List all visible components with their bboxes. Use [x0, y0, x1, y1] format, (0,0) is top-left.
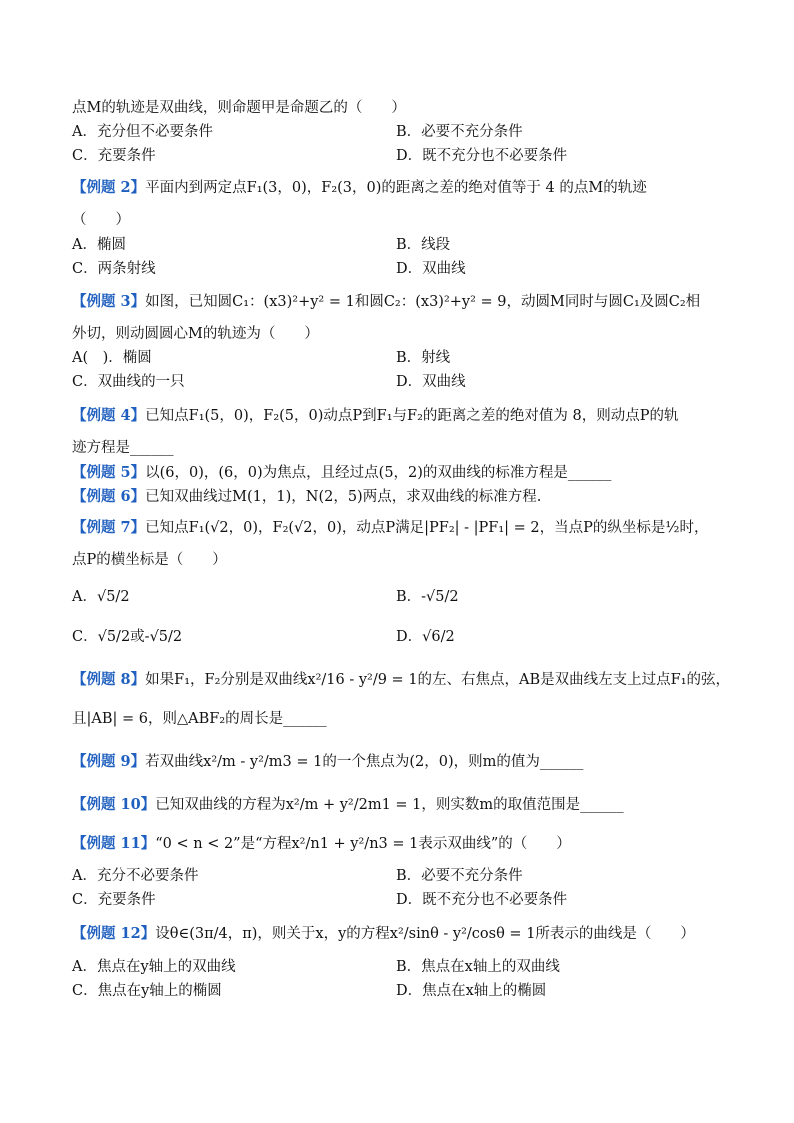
- q6-stem: 【例题 6】已知双曲线过M(1，1)，N(2，5)两点，求双曲线的标准方程.: [72, 488, 542, 505]
- q3-option-d: D．双曲线: [396, 374, 466, 390]
- q8-stem: 【例题 8】如果F₁，F₂分别是双曲线x²/16 - y²/9 = 1的左、右焦点，AB是双曲线左支上过点F₁的弦，: [72, 671, 731, 688]
- example-label: 【例题 5】: [72, 464, 146, 481]
- example-label: 【例题 12】: [72, 925, 156, 942]
- q1-stem: 点M的轨迹是双曲线，则命题甲是命题乙的（ ）: [72, 100, 406, 116]
- q4-stem-cont: 迹方程是______: [72, 440, 174, 456]
- q7-stem: 【例题 7】已知点F₁(√2，0)，F₂(√2，0)，动点P满足|PF₂| - |PF₁| = 2，当点P的纵坐标是½时，: [72, 519, 709, 536]
- q2-stem-cont: （ ）: [72, 212, 130, 228]
- q11-option-d: D．既不充分也不必要条件: [396, 892, 568, 908]
- q5-stem: 【例题 5】以(6，0)，(6，0)为焦点，且经过点(5，2)的双曲线的标准方程是______: [72, 464, 612, 481]
- q2-option-a: A．椭圆: [72, 237, 126, 253]
- q3-option-a: A( )．椭圆: [72, 350, 152, 366]
- q3-option-c: C．双曲线的一只: [72, 374, 185, 390]
- q2-option-d: D．双曲线: [396, 261, 466, 277]
- example-label: 【例题 10】: [72, 796, 156, 813]
- q3-stem: 【例题 3】如图，已知圆C₁：(x3)²+y² = 1和圆C₂：(x3)²+y² = 9，动圆M同时与圆C₁及圆C₂相: [72, 293, 701, 310]
- q7-stem-cont: 点P的横坐标是（ ）: [72, 552, 227, 568]
- q12-option-c: C．焦点在y轴上的椭圆: [72, 983, 222, 999]
- example-label: 【例题 2】: [72, 179, 146, 196]
- q12-option-b: B．焦点在x轴上的双曲线: [396, 959, 560, 975]
- example-label: 【例题 7】: [72, 519, 146, 536]
- q12-stem: 【例题 12】设θ∈(3π/4，π)，则关于x，y的方程x²/sinθ - y²/cosθ = 1所表示的曲线是（ ）: [72, 925, 695, 942]
- q11-option-a: A．充分不必要条件: [72, 868, 199, 884]
- example-label: 【例题 6】: [72, 488, 146, 505]
- q12-option-d: D．焦点在x轴上的椭圆: [396, 983, 547, 999]
- q1-option-a: A．充分但不必要条件: [72, 124, 213, 140]
- q1-option-c: C．充要条件: [72, 148, 156, 164]
- q11-stem: 【例题 11】“0 < n < 2”是“方程x²/n1 + y²/n3 = 1表示双曲线”的（ ）: [72, 835, 571, 852]
- q1-option-b: B．必要不充分条件: [396, 124, 523, 140]
- q3-stem-cont: 外切，则动圆圆心M的轨迹为（ ）: [72, 326, 319, 342]
- q7-option-d: D．√6/2: [396, 629, 455, 645]
- q7-option-b: B．-√5/2: [396, 589, 459, 605]
- q7-option-a: A．√5/2: [72, 589, 130, 605]
- example-label: 【例题 4】: [72, 407, 146, 424]
- q4-stem: 【例题 4】已知点F₁(5，0)，F₂(5，0)动点P到F₁与F₂的距离之差的绝对值为 8，则动点P的轨: [72, 407, 679, 424]
- q1-option-d: D．既不充分也不必要条件: [396, 148, 568, 164]
- q8-stem-cont: 且|AB| = 6，则△ABF₂的周长是______: [72, 711, 327, 727]
- q7-option-c: C．√5/2或-√5/2: [72, 629, 183, 645]
- example-label: 【例题 8】: [72, 671, 146, 688]
- example-label: 【例题 9】: [72, 753, 146, 770]
- q2-option-c: C．两条射线: [72, 261, 156, 277]
- q11-option-c: C．充要条件: [72, 892, 156, 908]
- q2-stem: 【例题 2】平面内到两定点F₁(3，0)，F₂(3，0)的距离之差的绝对值等于 4 的点M的轨迹: [72, 179, 647, 196]
- q2-option-b: B．线段: [396, 237, 451, 253]
- q11-option-b: B．必要不充分条件: [396, 868, 523, 884]
- q12-option-a: A．焦点在y轴上的双曲线: [72, 959, 236, 975]
- example-label: 【例题 11】: [72, 835, 156, 852]
- q10-stem: 【例题 10】已知双曲线的方程为x²/m + y²/2m1 = 1，则实数m的取值范围是______: [72, 796, 624, 813]
- example-label: 【例题 3】: [72, 293, 146, 310]
- q3-option-b: B．射线: [396, 350, 451, 366]
- q9-stem: 【例题 9】若双曲线x²/m - y²/m3 = 1的一个焦点为(2，0)，则m的值为______: [72, 753, 584, 770]
